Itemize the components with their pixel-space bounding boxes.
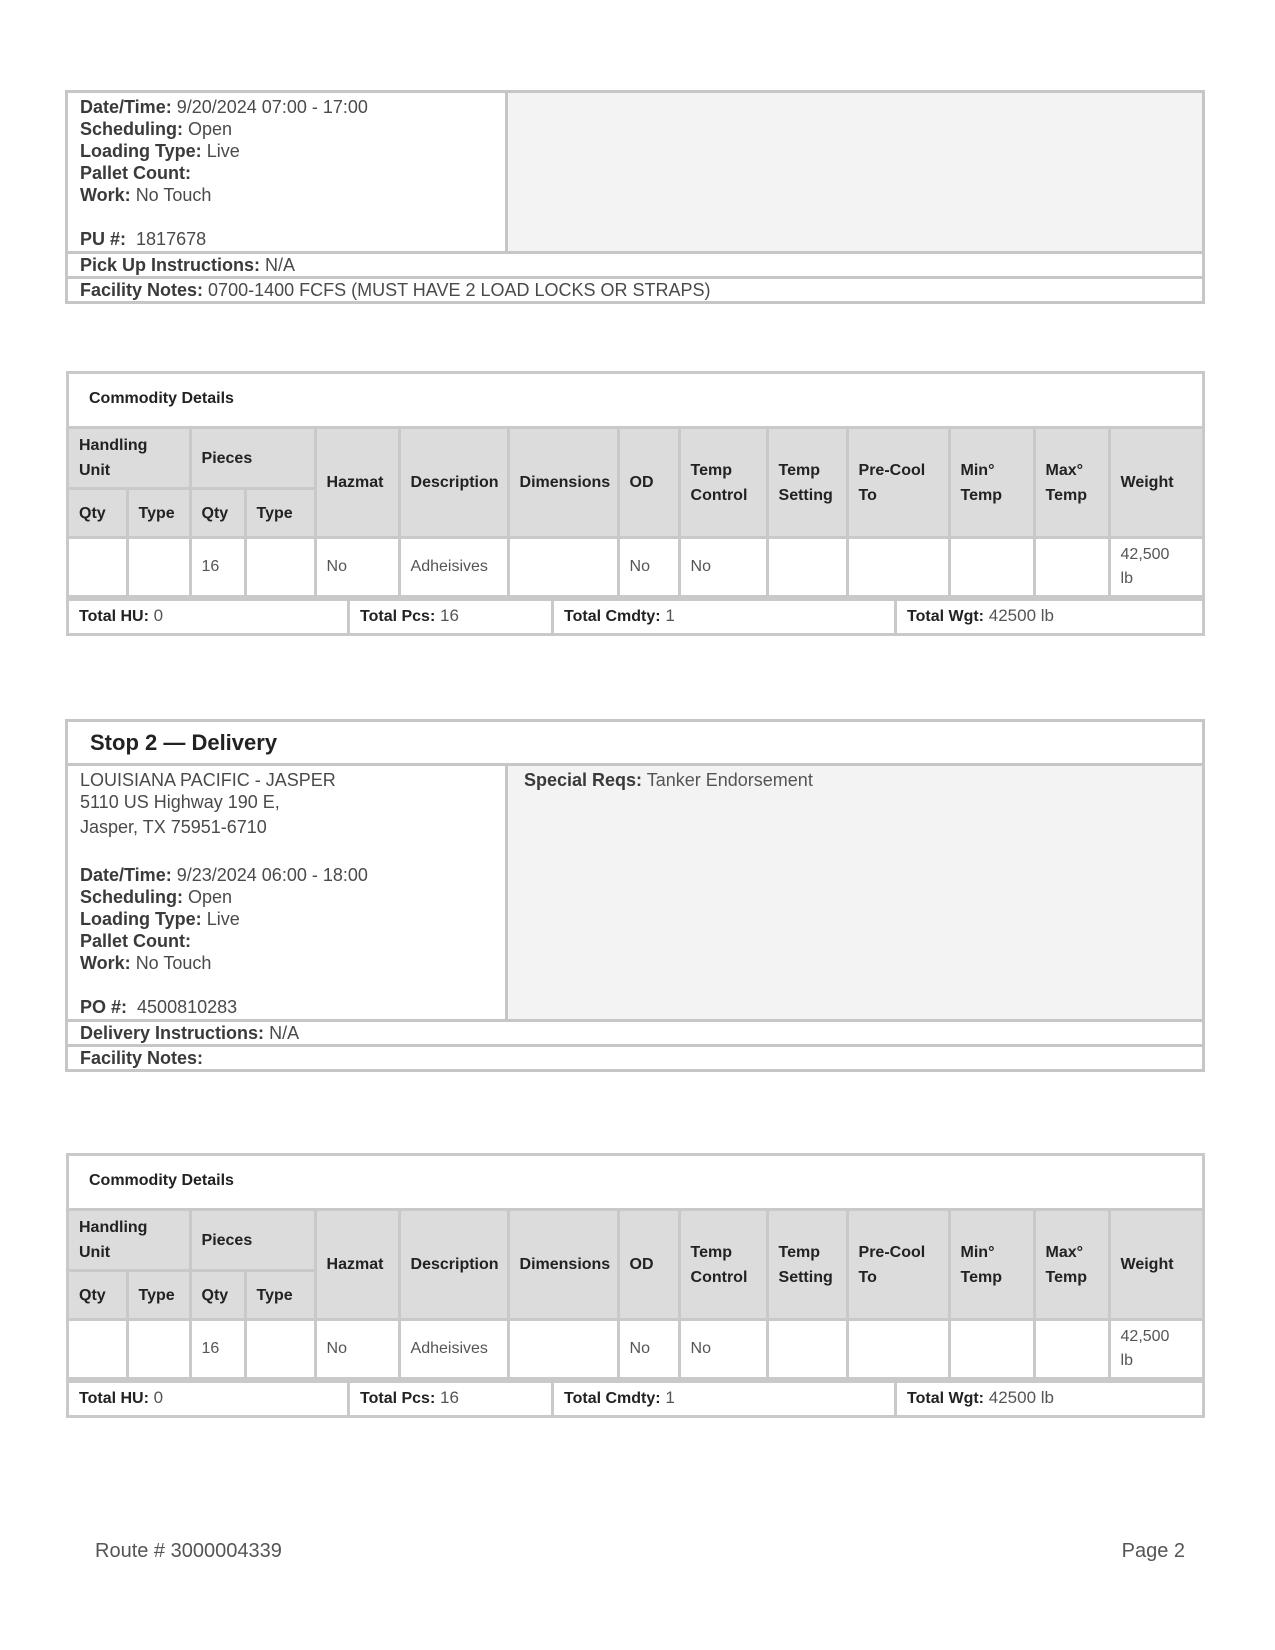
weight-cell: 42,500 lb bbox=[1109, 1320, 1202, 1379]
pickup-instructions-row bbox=[68, 251, 1202, 276]
max-temp-header: Max° Temp bbox=[1034, 1211, 1109, 1320]
totals-row bbox=[69, 1380, 1202, 1415]
precool-cell bbox=[847, 1320, 949, 1379]
route-number: Route # 3000004339 bbox=[95, 1540, 282, 1562]
work-label: Work: bbox=[80, 953, 131, 973]
temp-control-header: Temp Control bbox=[679, 429, 767, 538]
pallet-count-label: Pallet Count: bbox=[80, 163, 191, 183]
od-header: OD bbox=[618, 429, 679, 538]
delivery-instructions-label: Delivery Instructions: bbox=[80, 1023, 265, 1043]
commodity-details-title: Commodity Details bbox=[69, 1156, 1202, 1211]
temp-control-header: Temp Control bbox=[679, 1211, 767, 1320]
pu-number-label: PU #: bbox=[80, 229, 127, 249]
loading-type-value: Live bbox=[206, 141, 240, 161]
hu-type-header: Type bbox=[127, 489, 190, 538]
total-wgt: Total Wgt: 42500 lb bbox=[907, 1388, 1054, 1407]
hu-qty-header: Qty bbox=[69, 489, 127, 538]
handling-unit-header: Handling Unit bbox=[69, 429, 190, 489]
temp-setting-cell bbox=[767, 538, 847, 597]
stop2-title: Stop 2 — Delivery bbox=[68, 722, 1202, 766]
dimensions-header: Dimensions bbox=[508, 429, 618, 538]
special-reqs-label: Special Reqs: bbox=[524, 770, 643, 790]
dimensions-cell bbox=[508, 1320, 618, 1379]
hu-type-header: Type bbox=[127, 1271, 190, 1320]
commodity-table bbox=[69, 1211, 1202, 1380]
loading-type-label: Loading Type: bbox=[80, 909, 202, 929]
stop1-special-panel bbox=[508, 93, 1202, 251]
hazmat-cell: No bbox=[315, 1320, 399, 1379]
dimensions-cell bbox=[508, 538, 618, 597]
work-value: No Touch bbox=[135, 953, 212, 973]
hu-qty-header: Qty bbox=[69, 1271, 127, 1320]
min-temp-cell bbox=[949, 1320, 1034, 1379]
pcs-qty-cell: 16 bbox=[190, 538, 245, 597]
max-temp-cell bbox=[1034, 538, 1109, 597]
po-number-value: 4500810283 bbox=[137, 997, 238, 1017]
po-number-label: PO #: bbox=[80, 997, 128, 1017]
pu-number-value: 1817678 bbox=[136, 229, 207, 249]
hazmat-header: Hazmat bbox=[315, 429, 399, 538]
facility-notes-value: 0700-1400 FCFS (MUST HAVE 2 LOAD LOCKS OR STRAPS) bbox=[208, 280, 711, 300]
commodity-details-table-1 bbox=[66, 371, 1205, 636]
pieces-header: Pieces bbox=[190, 1211, 315, 1271]
total-wgt: Total Wgt: 42500 lb bbox=[907, 606, 1054, 625]
hazmat-header: Hazmat bbox=[315, 1211, 399, 1320]
loading-type-value: Live bbox=[206, 909, 240, 929]
weight-header: Weight bbox=[1109, 429, 1202, 538]
temp-setting-cell bbox=[767, 1320, 847, 1379]
pickup-instructions-value: N/A bbox=[265, 255, 296, 275]
max-temp-header: Max° Temp bbox=[1034, 429, 1109, 538]
pcs-type-header: Type bbox=[245, 1271, 315, 1320]
scheduling-value: Open bbox=[188, 119, 233, 139]
pcs-type-header: Type bbox=[245, 489, 315, 538]
commodity-details-title: Commodity Details bbox=[69, 374, 1202, 429]
total-hu: Total HU: 0 bbox=[69, 1383, 350, 1415]
special-reqs-value: Tanker Endorsement bbox=[646, 770, 813, 790]
dimensions-header: Dimensions bbox=[508, 1211, 618, 1320]
table-row bbox=[69, 1320, 1202, 1379]
stop1-pickup-block bbox=[65, 90, 1205, 304]
loading-type-label: Loading Type: bbox=[80, 141, 202, 161]
pcs-qty-header: Qty bbox=[190, 1271, 245, 1320]
pcs-qty-cell: 16 bbox=[190, 1320, 245, 1379]
hazmat-cell: No bbox=[315, 538, 399, 597]
min-temp-header: Min° Temp bbox=[949, 1211, 1034, 1320]
total-cmdty: Total Cmdty: 1 bbox=[554, 1383, 897, 1415]
hu-type-cell bbox=[127, 538, 190, 597]
pcs-qty-header: Qty bbox=[190, 489, 245, 538]
facility-notes-row bbox=[68, 276, 1202, 301]
address-name: LOUISIANA PACIFIC - JASPER bbox=[80, 770, 336, 790]
stop2-special-panel bbox=[508, 766, 1202, 1019]
total-cmdty: Total Cmdty: 1 bbox=[554, 601, 897, 633]
scheduling-label: Scheduling: bbox=[80, 119, 183, 139]
total-pcs: Total Pcs: 16 bbox=[350, 601, 554, 633]
description-cell: Adheisives bbox=[399, 538, 508, 597]
stop1-details bbox=[68, 93, 508, 251]
facility-notes-label: Facility Notes: bbox=[80, 280, 204, 300]
date-label: Date/Time: bbox=[80, 97, 172, 117]
stop2-delivery-block bbox=[65, 719, 1205, 1072]
weight-header: Weight bbox=[1109, 1211, 1202, 1320]
precool-cell bbox=[847, 538, 949, 597]
table-row bbox=[69, 538, 1202, 597]
work-value: No Touch bbox=[135, 185, 212, 205]
page-number: Page 2 bbox=[1121, 1540, 1185, 1562]
od-cell: No bbox=[618, 538, 679, 597]
max-temp-cell bbox=[1034, 1320, 1109, 1379]
od-header: OD bbox=[618, 1211, 679, 1320]
temp-setting-header: Temp Setting bbox=[767, 429, 847, 538]
description-header: Description bbox=[399, 429, 508, 538]
pallet-count-label: Pallet Count: bbox=[80, 931, 191, 951]
scheduling-value: Open bbox=[188, 887, 233, 907]
pcs-type-cell bbox=[245, 538, 315, 597]
precool-header: Pre-Cool To bbox=[847, 1211, 949, 1320]
date-value: 9/23/2024 06:00 - 18:00 bbox=[176, 865, 368, 885]
scheduling-label: Scheduling: bbox=[80, 887, 183, 907]
address-city: Jasper, TX 75951-6710 bbox=[80, 817, 267, 837]
hu-qty-cell bbox=[69, 538, 127, 597]
date-label: Date/Time: bbox=[80, 865, 172, 885]
hu-type-cell bbox=[127, 1320, 190, 1379]
precool-header: Pre-Cool To bbox=[847, 429, 949, 538]
address-street: 5110 US Highway 190 E, bbox=[80, 792, 280, 812]
date-value: 9/20/2024 07:00 - 17:00 bbox=[176, 97, 368, 117]
temp-control-cell: No bbox=[679, 538, 767, 597]
pickup-instructions-label: Pick Up Instructions: bbox=[80, 255, 261, 275]
stop2-details bbox=[68, 766, 508, 1019]
pieces-header: Pieces bbox=[190, 429, 315, 489]
hu-qty-cell bbox=[69, 1320, 127, 1379]
totals-row bbox=[69, 598, 1202, 633]
description-cell: Adheisives bbox=[399, 1320, 508, 1379]
commodity-details-table-2 bbox=[66, 1153, 1205, 1418]
min-temp-header: Min° Temp bbox=[949, 429, 1034, 538]
handling-unit-header: Handling Unit bbox=[69, 1211, 190, 1271]
od-cell: No bbox=[618, 1320, 679, 1379]
description-header: Description bbox=[399, 1211, 508, 1320]
total-hu: Total HU: 0 bbox=[69, 601, 350, 633]
temp-control-cell: No bbox=[679, 1320, 767, 1379]
work-label: Work: bbox=[80, 185, 131, 205]
facility-notes-label: Facility Notes: bbox=[80, 1048, 204, 1068]
delivery-instructions-value: N/A bbox=[269, 1023, 300, 1043]
pcs-type-cell bbox=[245, 1320, 315, 1379]
commodity-table bbox=[69, 429, 1202, 598]
total-pcs: Total Pcs: 16 bbox=[350, 1383, 554, 1415]
delivery-instructions-row bbox=[68, 1019, 1202, 1044]
temp-setting-header: Temp Setting bbox=[767, 1211, 847, 1320]
facility-notes-row bbox=[68, 1044, 1202, 1069]
weight-cell: 42,500 lb bbox=[1109, 538, 1202, 597]
min-temp-cell bbox=[949, 538, 1034, 597]
